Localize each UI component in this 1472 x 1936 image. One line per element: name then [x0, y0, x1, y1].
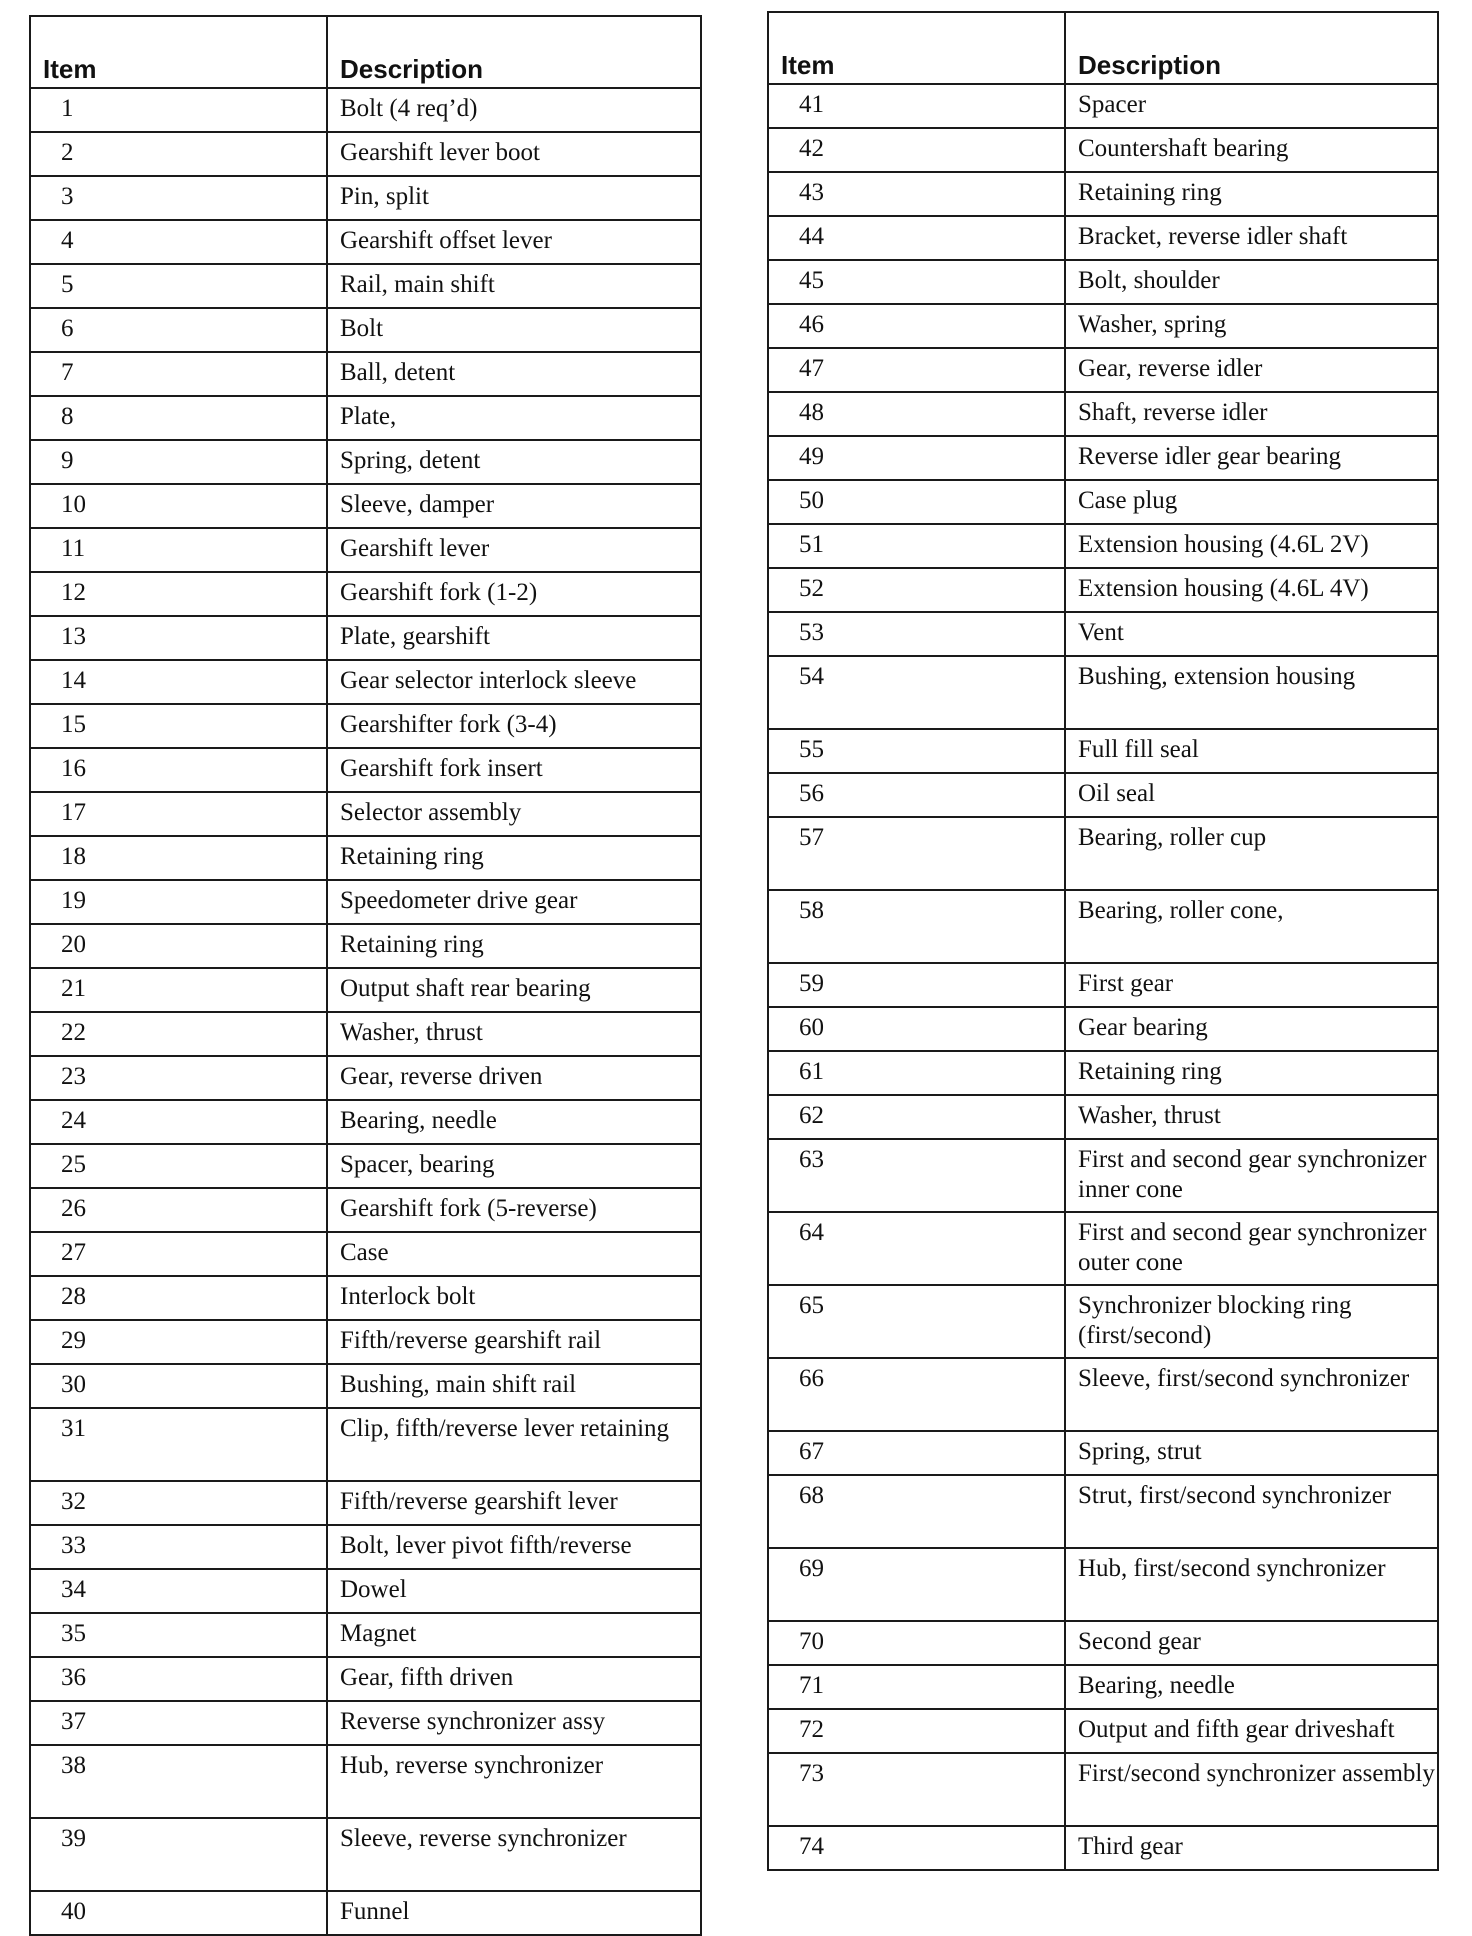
item-description: Gearshift offset lever [327, 220, 701, 264]
item-description: Extension housing (4.6L 2V) [1065, 524, 1438, 568]
table-row [768, 216, 1438, 260]
parts-table-left [29, 15, 702, 1936]
item-description: Bushing, extension housing [1065, 656, 1438, 729]
table-row [30, 704, 701, 748]
item-number: 52 [768, 568, 1065, 612]
item-number: 30 [30, 1364, 327, 1408]
table-row [30, 264, 701, 308]
table-row [30, 1276, 701, 1320]
item-number: 63 [768, 1139, 1065, 1212]
table-row [768, 1475, 1438, 1548]
header-row [768, 12, 1438, 84]
item-number: 25 [30, 1144, 327, 1188]
item-description: Washer, thrust [1065, 1095, 1438, 1139]
item-number: 43 [768, 172, 1065, 216]
item-description: Bolt (4 req’d) [327, 88, 701, 132]
description-column-header: Description [1065, 12, 1438, 84]
item-number: 29 [30, 1320, 327, 1364]
item-number: 44 [768, 216, 1065, 260]
item-number: 32 [30, 1481, 327, 1525]
table-row [768, 1665, 1438, 1709]
table-row [30, 352, 701, 396]
item-number: 50 [768, 480, 1065, 524]
item-description: Oil seal [1065, 773, 1438, 817]
item-description: Hub, first/second synchronizer [1065, 1548, 1438, 1621]
item-description: Spring, detent [327, 440, 701, 484]
item-number: 20 [30, 924, 327, 968]
header-row [30, 16, 701, 88]
item-column-header: Item [768, 12, 1065, 84]
item-number: 60 [768, 1007, 1065, 1051]
item-column-header: Item [30, 16, 327, 88]
item-number: 26 [30, 1188, 327, 1232]
item-number: 46 [768, 304, 1065, 348]
table-row [30, 396, 701, 440]
item-description: Extension housing (4.6L 4V) [1065, 568, 1438, 612]
item-description: Shaft, reverse idler [1065, 392, 1438, 436]
item-description: Sleeve, reverse synchronizer [327, 1818, 701, 1891]
item-number: 35 [30, 1613, 327, 1657]
item-description: Reverse synchronizer assy [327, 1701, 701, 1745]
parts-table-right-body [768, 84, 1438, 1870]
item-number: 38 [30, 1745, 327, 1818]
item-description: Bolt, shoulder [1065, 260, 1438, 304]
table-row [768, 729, 1438, 773]
item-description: Gear, reverse idler [1065, 348, 1438, 392]
table-row [768, 1621, 1438, 1665]
table-row [30, 660, 701, 704]
item-description: Bushing, main shift rail [327, 1364, 701, 1408]
item-description: Bolt [327, 308, 701, 352]
item-number: 36 [30, 1657, 327, 1701]
item-description: Interlock bolt [327, 1276, 701, 1320]
item-number: 62 [768, 1095, 1065, 1139]
item-description: Gearshift lever boot [327, 132, 701, 176]
table-row [30, 1481, 701, 1525]
item-description: Fifth/reverse gearshift rail [327, 1320, 701, 1364]
table-row [768, 963, 1438, 1007]
table-row [768, 1753, 1438, 1826]
item-number: 8 [30, 396, 327, 440]
table-row [30, 792, 701, 836]
item-number: 40 [30, 1891, 327, 1935]
table-row [30, 528, 701, 572]
table-row [768, 1826, 1438, 1870]
item-description: Retaining ring [1065, 1051, 1438, 1095]
item-number: 42 [768, 128, 1065, 172]
item-description: Washer, thrust [327, 1012, 701, 1056]
item-description: Speedometer drive gear [327, 880, 701, 924]
item-number: 39 [30, 1818, 327, 1891]
item-number: 13 [30, 616, 327, 660]
table-row [768, 128, 1438, 172]
item-description: Bearing, roller cup [1065, 817, 1438, 890]
item-description: Bearing, needle [327, 1100, 701, 1144]
item-number: 67 [768, 1431, 1065, 1475]
item-description: Retaining ring [327, 924, 701, 968]
item-number: 11 [30, 528, 327, 572]
item-number: 7 [30, 352, 327, 396]
item-description: Sleeve, first/second synchronizer [1065, 1358, 1438, 1431]
item-description: Spacer [1065, 84, 1438, 128]
item-number: 12 [30, 572, 327, 616]
item-description: Gearshift lever [327, 528, 701, 572]
table-row [30, 572, 701, 616]
item-description: Gearshift fork (5-reverse) [327, 1188, 701, 1232]
item-number: 51 [768, 524, 1065, 568]
parts-table-right [767, 11, 1439, 1871]
item-number: 66 [768, 1358, 1065, 1431]
item-number: 6 [30, 308, 327, 352]
table-row [768, 1431, 1438, 1475]
table-row [30, 132, 701, 176]
table-row [30, 1320, 701, 1364]
item-number: 15 [30, 704, 327, 748]
item-number: 19 [30, 880, 327, 924]
table-row [768, 1285, 1438, 1358]
item-description: Hub, reverse synchronizer [327, 1745, 701, 1818]
item-number: 64 [768, 1212, 1065, 1285]
table-row [30, 1012, 701, 1056]
item-number: 24 [30, 1100, 327, 1144]
item-description: Strut, first/second synchronizer [1065, 1475, 1438, 1548]
item-description: Selector assembly [327, 792, 701, 836]
table-row [30, 1408, 701, 1481]
item-description: Output shaft rear bearing [327, 968, 701, 1012]
item-number: 3 [30, 176, 327, 220]
item-description: Full fill seal [1065, 729, 1438, 773]
table-row [768, 84, 1438, 128]
item-number: 58 [768, 890, 1065, 963]
item-number: 34 [30, 1569, 327, 1613]
table-row [768, 436, 1438, 480]
table-row [30, 176, 701, 220]
table-row [768, 1358, 1438, 1431]
item-description: Second gear [1065, 1621, 1438, 1665]
table-row [30, 1745, 701, 1818]
item-number: 16 [30, 748, 327, 792]
table-row [30, 1056, 701, 1100]
item-number: 49 [768, 436, 1065, 480]
item-description: Washer, spring [1065, 304, 1438, 348]
table-row [768, 890, 1438, 963]
item-description: Gearshift fork (1-2) [327, 572, 701, 616]
table-row [768, 1095, 1438, 1139]
item-number: 54 [768, 656, 1065, 729]
table-row [768, 656, 1438, 729]
item-description: Plate, [327, 396, 701, 440]
table-row [30, 924, 701, 968]
item-number: 5 [30, 264, 327, 308]
item-description: Gear selector interlock sleeve [327, 660, 701, 704]
table-row [768, 524, 1438, 568]
item-description: Retaining ring [327, 836, 701, 880]
item-number: 23 [30, 1056, 327, 1100]
table-row [768, 568, 1438, 612]
item-description: Countershaft bearing [1065, 128, 1438, 172]
item-description: Bracket, reverse idler shaft [1065, 216, 1438, 260]
table-row [30, 1818, 701, 1891]
item-number: 68 [768, 1475, 1065, 1548]
table-row [768, 304, 1438, 348]
table-row [30, 1232, 701, 1276]
item-description: First and second gear synchronizer outer cone [1065, 1212, 1438, 1285]
item-number: 65 [768, 1285, 1065, 1358]
parts-table-left-body [30, 88, 701, 1935]
table-row [768, 612, 1438, 656]
item-description: Pin, split [327, 176, 701, 220]
item-description: Rail, main shift [327, 264, 701, 308]
item-number: 56 [768, 773, 1065, 817]
item-description: Sleeve, damper [327, 484, 701, 528]
item-number: 22 [30, 1012, 327, 1056]
table-row [30, 88, 701, 132]
item-number: 14 [30, 660, 327, 704]
item-description: Reverse idler gear bearing [1065, 436, 1438, 480]
item-number: 61 [768, 1051, 1065, 1095]
item-description: Fifth/reverse gearshift lever [327, 1481, 701, 1525]
item-number: 72 [768, 1709, 1065, 1753]
table-row [768, 773, 1438, 817]
table-row [768, 1051, 1438, 1095]
item-description: First gear [1065, 963, 1438, 1007]
table-row [768, 480, 1438, 524]
item-description: Funnel [327, 1891, 701, 1935]
item-description: Gear bearing [1065, 1007, 1438, 1051]
item-number: 53 [768, 612, 1065, 656]
item-description: Clip, fifth/reverse lever retaining [327, 1408, 701, 1481]
item-description: Dowel [327, 1569, 701, 1613]
item-number: 71 [768, 1665, 1065, 1709]
table-row [30, 1144, 701, 1188]
item-number: 70 [768, 1621, 1065, 1665]
item-number: 31 [30, 1408, 327, 1481]
table-row [768, 392, 1438, 436]
item-number: 59 [768, 963, 1065, 1007]
table-row [768, 260, 1438, 304]
item-description: First and second gear synchronizer inner cone [1065, 1139, 1438, 1212]
item-number: 33 [30, 1525, 327, 1569]
item-number: 74 [768, 1826, 1065, 1870]
item-number: 21 [30, 968, 327, 1012]
item-description: Synchronizer blocking ring (first/second) [1065, 1285, 1438, 1358]
item-number: 47 [768, 348, 1065, 392]
item-description: Ball, detent [327, 352, 701, 396]
item-description: Case [327, 1232, 701, 1276]
item-number: 55 [768, 729, 1065, 773]
item-description: Output and fifth gear driveshaft [1065, 1709, 1438, 1753]
table-row [30, 1657, 701, 1701]
item-number: 37 [30, 1701, 327, 1745]
item-number: 28 [30, 1276, 327, 1320]
table-row [30, 1188, 701, 1232]
item-number: 48 [768, 392, 1065, 436]
table-row [768, 817, 1438, 890]
item-description: Gear, reverse driven [327, 1056, 701, 1100]
table-row [30, 1613, 701, 1657]
item-number: 2 [30, 132, 327, 176]
table-row [30, 440, 701, 484]
item-description: Gear, fifth driven [327, 1657, 701, 1701]
table-row [30, 484, 701, 528]
table-row [30, 968, 701, 1012]
table-row [30, 748, 701, 792]
table-row [768, 1548, 1438, 1621]
item-number: 4 [30, 220, 327, 264]
item-description: Magnet [327, 1613, 701, 1657]
table-row [768, 1212, 1438, 1285]
item-number: 1 [30, 88, 327, 132]
item-description: Bearing, roller cone, [1065, 890, 1438, 963]
table-row [30, 836, 701, 880]
item-number: 27 [30, 1232, 327, 1276]
item-number: 18 [30, 836, 327, 880]
table-row [30, 1701, 701, 1745]
item-description: Retaining ring [1065, 172, 1438, 216]
table-row [768, 1007, 1438, 1051]
table-row [30, 880, 701, 924]
item-description: Plate, gearshift [327, 616, 701, 660]
table-row [768, 1709, 1438, 1753]
item-number: 73 [768, 1753, 1065, 1826]
item-description: Third gear [1065, 1826, 1438, 1870]
item-number: 41 [768, 84, 1065, 128]
item-description: Vent [1065, 612, 1438, 656]
item-description: Case plug [1065, 480, 1438, 524]
table-row [30, 220, 701, 264]
item-number: 69 [768, 1548, 1065, 1621]
item-number: 10 [30, 484, 327, 528]
table-row [30, 1364, 701, 1408]
item-description: Bolt, lever pivot fifth/reverse [327, 1525, 701, 1569]
table-row [768, 348, 1438, 392]
table-row [768, 1139, 1438, 1212]
table-row [30, 1525, 701, 1569]
item-number: 45 [768, 260, 1065, 304]
table-row [30, 1891, 701, 1935]
item-description: Spring, strut [1065, 1431, 1438, 1475]
table-row [30, 616, 701, 660]
table-row [768, 172, 1438, 216]
table-row [30, 1569, 701, 1613]
item-description: First/second synchronizer assembly [1065, 1753, 1438, 1826]
item-description: Spacer, bearing [327, 1144, 701, 1188]
description-column-header: Description [327, 16, 701, 88]
item-description: Bearing, needle [1065, 1665, 1438, 1709]
item-description: Gearshift fork insert [327, 748, 701, 792]
item-description: Gearshifter fork (3-4) [327, 704, 701, 748]
table-row [30, 1100, 701, 1144]
item-number: 9 [30, 440, 327, 484]
table-row [30, 308, 701, 352]
item-number: 17 [30, 792, 327, 836]
item-number: 57 [768, 817, 1065, 890]
